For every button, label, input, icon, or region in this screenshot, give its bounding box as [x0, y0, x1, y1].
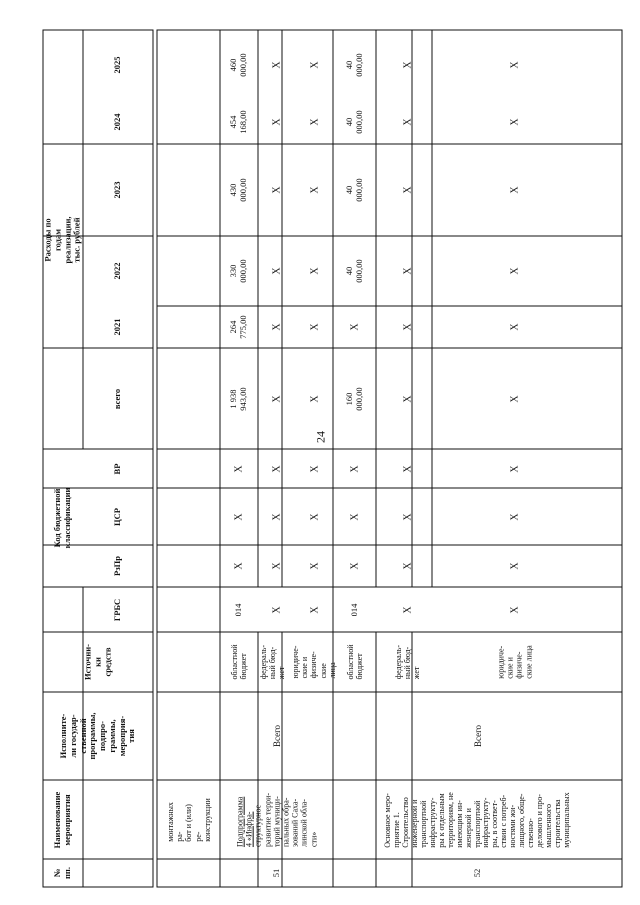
hdr-vr: ВР	[112, 463, 123, 474]
hdr-expenses-group: Расходы по годам реализации, тыс. рублей	[42, 216, 82, 263]
row51-sub0-vr: Х	[233, 464, 245, 473]
row52-sub2-2021: Х	[509, 323, 521, 331]
hdr-csr: ЦСР	[112, 507, 123, 526]
row52-sub0-rzpr: Х	[348, 562, 360, 570]
row52-sub2-source: юридиче- ские и физиче- ские лица	[496, 645, 534, 679]
hdr-2021: 2021	[112, 318, 123, 336]
hdr-name: Наименование мероприятия	[52, 791, 72, 848]
row52-sub1-rzpr: Х	[402, 562, 414, 570]
row52-sub2-csr: Х	[509, 512, 521, 521]
row51-name: Подпрограмма 4 «Инфра- структурное развитие терри- торий муници- пальных обра- зований Саха- линской обла- сти»	[235, 792, 318, 847]
row52-sub0-2025: 40 000,00	[343, 53, 364, 77]
row52-executor: Всего	[472, 724, 483, 748]
row51-sub2-2021: Х	[308, 323, 320, 331]
row51-sub0-2025: 460 000,00	[228, 53, 248, 77]
row52-sub0-total: 160 000,00	[343, 386, 364, 411]
row51-sub2-2025: Х	[308, 61, 320, 69]
row51-sub0-rzpr: Х	[233, 562, 245, 570]
row51-sub2-csr: Х	[308, 512, 320, 521]
row51-sub2-vr: Х	[308, 464, 320, 473]
hdr-2025: 2025	[112, 56, 123, 74]
row51-sub1-2025: Х	[271, 61, 283, 69]
row51-sub1-vr: Х	[271, 464, 283, 473]
row52-sub2-2023: Х	[509, 186, 521, 194]
row52-sub0-2022: 40 000,00	[343, 259, 364, 283]
row51-sub0-2023: 430 000,00	[228, 178, 248, 202]
hdr-source: Источни- ки средств	[82, 644, 112, 680]
row52-sub2-grbs: Х	[509, 605, 521, 614]
row52-sub2-total: Х	[509, 394, 521, 403]
row52-sub2-2022: Х	[509, 267, 521, 275]
row51-executor: Всего	[271, 724, 282, 748]
row52-name: Основное меро- приятие 1. Строительство инженерной и транспортной инфраструкту- ры к отдельным территориям, не имеющим ин- женерной и транспортной инфраструкту- ры, в соответ- ствии с потреб- ностями жи- лищного, обще- ственно- делового и про- мышленного строительства муниципальных	[382, 791, 571, 848]
hdr-2023: 2023	[112, 181, 123, 199]
row52-sub0-2021: Х	[348, 323, 360, 331]
hdr-2024: 2024	[112, 113, 123, 131]
row51-no: 51	[270, 868, 281, 878]
row52-sub0-vr: Х	[348, 464, 360, 473]
row51-sub0-source: областной бюджет	[229, 644, 248, 680]
hdr-grbs: ГРБС	[112, 598, 123, 621]
row51-sub2-2024: Х	[308, 118, 320, 126]
row52-sub1-csr: Х	[402, 512, 414, 521]
row52-sub1-2024: Х	[402, 118, 414, 126]
row51-sub2-rzpr: Х	[308, 562, 320, 570]
row51-sub1-csr: Х	[271, 512, 283, 521]
row51-sub1-2023: Х	[271, 186, 283, 194]
row51-sub2-source: юридиче- ские и физиче- ские лица	[290, 645, 337, 679]
row51-sub2-2022: Х	[308, 267, 320, 275]
hdr-rzpr: РзПр	[112, 556, 123, 576]
row52-sub2-vr: Х	[509, 464, 521, 473]
cont-row-name: монтажных ра- бот и (или) ре- конструкции	[165, 797, 212, 842]
row51-sub1-total: Х	[271, 394, 283, 403]
row51-sub1-2022: Х	[271, 267, 283, 275]
row52-sub1-vr: Х	[402, 464, 414, 473]
row52-sub1-2025: Х	[402, 61, 414, 69]
page-number: 24	[313, 431, 328, 443]
row52-sub1-2023: Х	[402, 186, 414, 194]
row51-sub2-2023: Х	[308, 186, 320, 194]
row52-sub0-2023: 40 000,00	[343, 178, 364, 202]
row51-sub0-2022: 330 000,00	[228, 259, 248, 283]
row51-sub2-grbs: Х	[308, 605, 320, 614]
row52-sub0-source: областной бюджет	[345, 644, 364, 680]
row51-sub1-2024: Х	[271, 118, 283, 126]
row51-sub0-2021: 264 775,00	[228, 315, 248, 339]
row52-sub1-total: Х	[402, 394, 414, 403]
row52-sub2-2024: Х	[509, 118, 521, 126]
row51-sub1-rzpr: Х	[271, 562, 283, 570]
hdr-budget-code-group: Код бюджетной классификации	[52, 487, 72, 549]
hdr-no: № пп.	[52, 867, 72, 879]
row52-sub0-grbs: 014	[348, 603, 359, 616]
hdr-total: всего	[112, 388, 123, 409]
row52-sub2-2025: Х	[509, 61, 521, 69]
row52-sub0-csr: Х	[348, 512, 360, 521]
row52-sub0-2024: 40 000,00	[343, 110, 364, 134]
row52-sub1-2021: Х	[402, 323, 414, 331]
hdr-2022: 2022	[112, 262, 123, 280]
row51-sub1-grbs: Х	[271, 605, 283, 614]
row52-sub1-grbs: Х	[402, 605, 414, 614]
row52-no: 52	[471, 868, 482, 878]
row51-sub1-source: федераль- ный бюд- жет	[259, 644, 287, 680]
hdr-executor: Исполните- ли государ- ственной программы, подпро- граммы, мероприя- тия	[57, 712, 137, 760]
row52-sub1-2022: Х	[402, 267, 414, 275]
row51-sub1-2021: Х	[271, 323, 283, 331]
row52-sub2-rzpr: Х	[509, 562, 521, 570]
row51-sub0-csr: Х	[233, 512, 245, 521]
row51-sub0-grbs: 014	[233, 603, 244, 616]
row51-sub0-total: 1 938 943,00	[228, 386, 248, 411]
row52-sub1-source: федераль- ный бюд- жет	[394, 644, 422, 680]
row51-sub0-2024: 454 168,00	[228, 110, 248, 134]
row51-sub2-total: Х	[308, 394, 320, 403]
